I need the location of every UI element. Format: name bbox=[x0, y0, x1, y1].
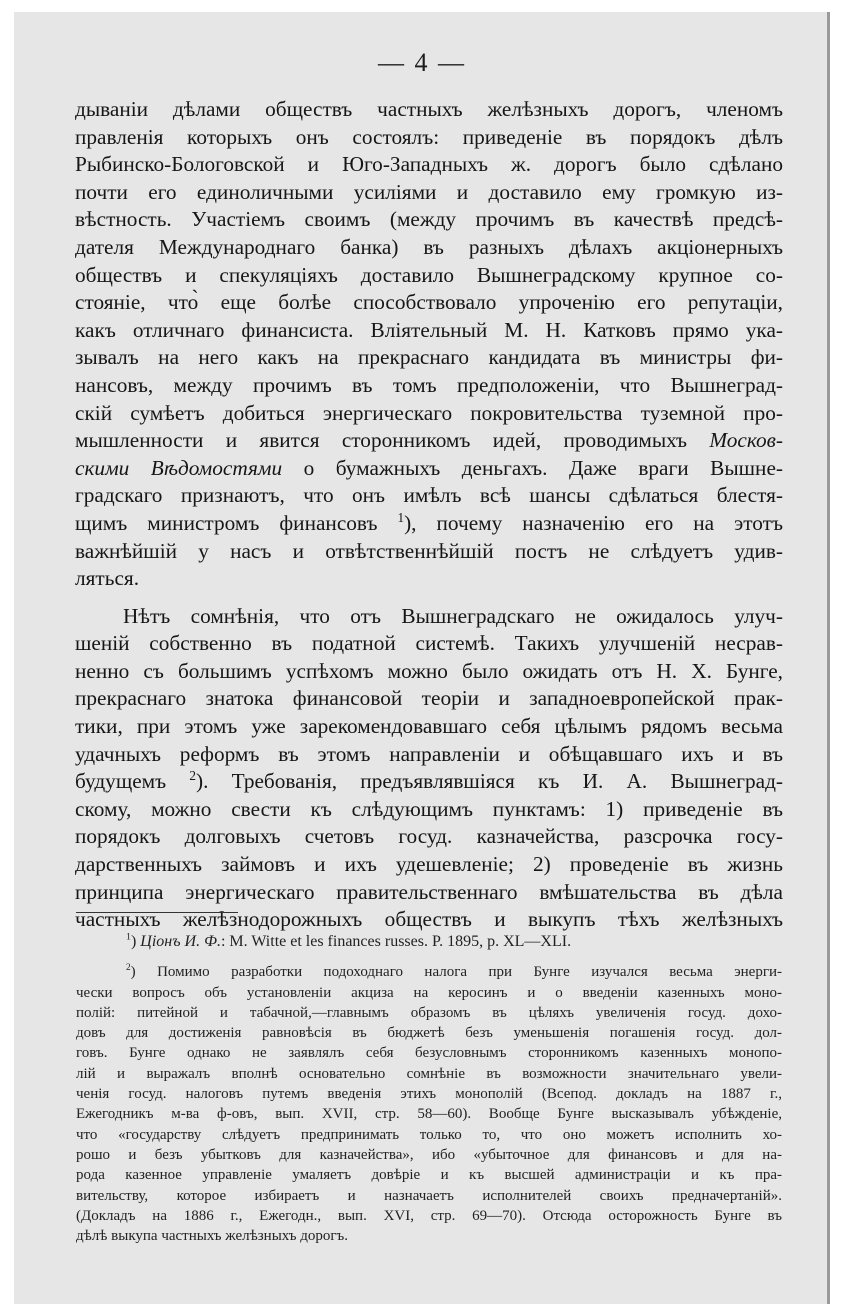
text-line: прекраснаго знатока финансовой теоріи и западноевропейской прак- bbox=[75, 686, 783, 711]
main-text bbox=[75, 96, 783, 934]
text-line: вѣстность. Участіемъ своимъ (между прочимъ въ качествѣ предсѣ- bbox=[75, 207, 783, 232]
footnote-line: чески вопросъ объ установленіи акциза на керосинъ и о введеніи казенныхъ моно- bbox=[76, 984, 782, 1001]
italic-title: Москов- bbox=[709, 428, 783, 453]
text-line bbox=[75, 455, 783, 483]
footnote-line: что «государству слѣдуетъ предпринимать только то, что оно можетъ исполнить хо- bbox=[76, 1126, 782, 1143]
text-segment: ), почему назначенію его на этотъ bbox=[404, 510, 783, 535]
footnote-line: говъ. Бунге однако не заявлялъ себя безусловнымъ сторонникомъ казенныхъ монопо- bbox=[76, 1045, 782, 1062]
text-line: важнѣйшій у насъ и отвѣтственнѣйшій постъ не слѣдуетъ удив- bbox=[75, 538, 783, 563]
text-line: ненно съ большимъ успѣхомъ можно было ожидать отъ Н. Х. Бунге, bbox=[75, 658, 783, 683]
text-line: почти его единоличными усиліями и доставило ему громкую из- bbox=[75, 179, 783, 204]
page-number: — 4 — bbox=[378, 48, 466, 77]
text-line: правленія которыхъ онъ состоялъ: приведеніе въ порядокъ дѣлъ bbox=[75, 124, 783, 149]
footnote-line: дѣлѣ выкупа частныхъ желѣзныхъ дорогъ. bbox=[76, 1228, 348, 1245]
text-line bbox=[75, 768, 783, 796]
text-line: дателя Международнаго банка) въ разныхъ дѣлахъ акціонерныхъ bbox=[75, 234, 783, 259]
text-line: шеній собственно въ податной системѣ. Такихъ улучшеній несрав- bbox=[75, 631, 783, 656]
footnote-line: довъ для достиженія равновѣсія въ бюджетѣ безъ уменьшенія погашенія госуд. дол- bbox=[76, 1025, 782, 1042]
text-segment: ) Помимо разработки подоходнаго налога при Бунге изучался весьма энерги- bbox=[130, 964, 782, 981]
text-line: дываніи дѣлами обществъ частныхъ желѣзныхъ дорогъ, членомъ bbox=[75, 97, 783, 121]
text-line: какъ отличнаго финансиста. Вліятельный М. Н. Катковъ прямо ука- bbox=[75, 317, 783, 342]
footnote-line: вительству, которое избираетъ и назначаетъ исполнителей своихъ предначертаній». bbox=[76, 1187, 782, 1204]
footnote-line: рода казенное управленіе умаляетъ довѣріе и къ высшей администраціи и къ пра- bbox=[76, 1167, 782, 1184]
footnote-line bbox=[76, 962, 782, 982]
text-line: Нѣтъ сомнѣнія, что отъ Вышнеградскаго не ожидалось улуч- bbox=[123, 603, 783, 628]
text-segment: ). Требованія, предъявлявшіяся къ И. А. Вышнеград- bbox=[195, 769, 783, 794]
footnote-author: Ціонъ И. Ф. bbox=[140, 933, 221, 950]
footnote-marker: 2 bbox=[126, 963, 131, 974]
italic-title: скими Вѣдомостями bbox=[75, 455, 283, 480]
text-line: тики, при этомъ уже зарекомендовавшаго себя цѣлымъ рядомъ весьма bbox=[75, 714, 783, 739]
footnote-ref-2[interactable]: 2 bbox=[189, 768, 196, 784]
text-line bbox=[75, 510, 783, 538]
footnote-line: ченія госуд. налоговъ путемъ введенія этихъ монополій (Всепод. докладъ на 1887 г., bbox=[76, 1086, 782, 1103]
footnote-separator bbox=[76, 912, 238, 913]
footnote-1: $^1$) Ціонъ И. Ф.: M. Witte et les finances russes. P. 1895, p. XL—XLI. bbox=[126, 931, 572, 950]
footnote-line: полій: питейной и табачной,—главнымъ образомъ въ цѣляхъ увеличенія госуд. дохо- bbox=[76, 1004, 782, 1021]
footnote-line: рошо и безъ убытковъ для казначейства», ибо «убыточное для финансовъ и для на- bbox=[76, 1146, 782, 1163]
text-line: стояніе, что̀ еще болѣе способствовало упроченію его репутаціи, bbox=[75, 290, 783, 315]
text-line: зывалъ на него какъ на прекраснаго кандидата въ министры фи- bbox=[75, 345, 783, 370]
footnote-marker: 1 bbox=[126, 931, 131, 943]
paragraph-2 bbox=[75, 603, 783, 934]
text-line: удачныхъ реформъ въ этомъ направленіи и обѣщавшаго ихъ и въ bbox=[75, 741, 783, 766]
text-line: ляться. bbox=[75, 566, 140, 591]
text-line: Рыбинско-Бологовской и Юго-Западныхъ ж. дорогъ было сдѣлано bbox=[75, 152, 783, 177]
footnote-ref-1[interactable]: 1 bbox=[397, 509, 405, 525]
text-line: скому, можно свести къ слѣдующимъ пунктамъ: 1) приведеніе въ bbox=[75, 796, 783, 821]
text-line: порядокъ долговыхъ счетовъ госуд. казначейства, разсрочка госу- bbox=[75, 824, 783, 849]
footnotes bbox=[76, 932, 782, 1246]
footnote-line: (Докладъ на 1886 г., Ежегодн., вып. XVI, стр. 69—70). Отсюда осторожность Бунге въ bbox=[76, 1207, 782, 1224]
text-segment: щимъ министромъ финансовъ bbox=[75, 510, 378, 535]
footnote-line: Ежегодникъ м-ва ф-овъ, вып. XVII, стр. 58—60). Вообще Бунге высказывалъ убѣжденіе, bbox=[76, 1106, 782, 1123]
text-line: обществъ и спекуляціяхъ доставило Вышнеградскому крупное со- bbox=[75, 262, 783, 287]
text-segment: о бумажныхъ деньгахъ. Даже враги Вышне- bbox=[303, 455, 784, 480]
text-segment: мышленности и явится сторонникомъ идей, проводимыхъ bbox=[75, 428, 687, 453]
text-line: дарственныхъ займовъ и ихъ удешевленіе; 2) проведеніе въ жизнь bbox=[75, 852, 783, 877]
paragraph-1 bbox=[75, 96, 783, 593]
text-line bbox=[75, 427, 783, 455]
footnote-text: : M. Witte et les finances russes. P. 1895, p. XL—XLI. bbox=[220, 933, 572, 950]
text-line: градскаго признаютъ, что онъ имѣлъ всѣ шансы сдѣлаться блестя- bbox=[75, 483, 783, 508]
text-line: нансовъ, между прочимъ въ томъ предположеніи, что Вышнеград- bbox=[75, 372, 783, 397]
footnote-line: лій и выражалъ вполнѣ основательно сомнѣніе въ возможности значительнаго увели- bbox=[76, 1065, 782, 1082]
footnote-2 bbox=[76, 962, 782, 1246]
text-line: частныхъ желѣзнодорожныхъ обществъ и выкупъ тѣхъ желѣзныхъ bbox=[75, 907, 783, 932]
text-line: скій сумѣетъ добиться энергическаго покровительства туземной про- bbox=[75, 400, 783, 425]
text-line: принципа энергическаго правительственнаго вмѣшательства въ дѣла bbox=[75, 879, 783, 904]
text-segment: будущемъ bbox=[75, 769, 167, 794]
